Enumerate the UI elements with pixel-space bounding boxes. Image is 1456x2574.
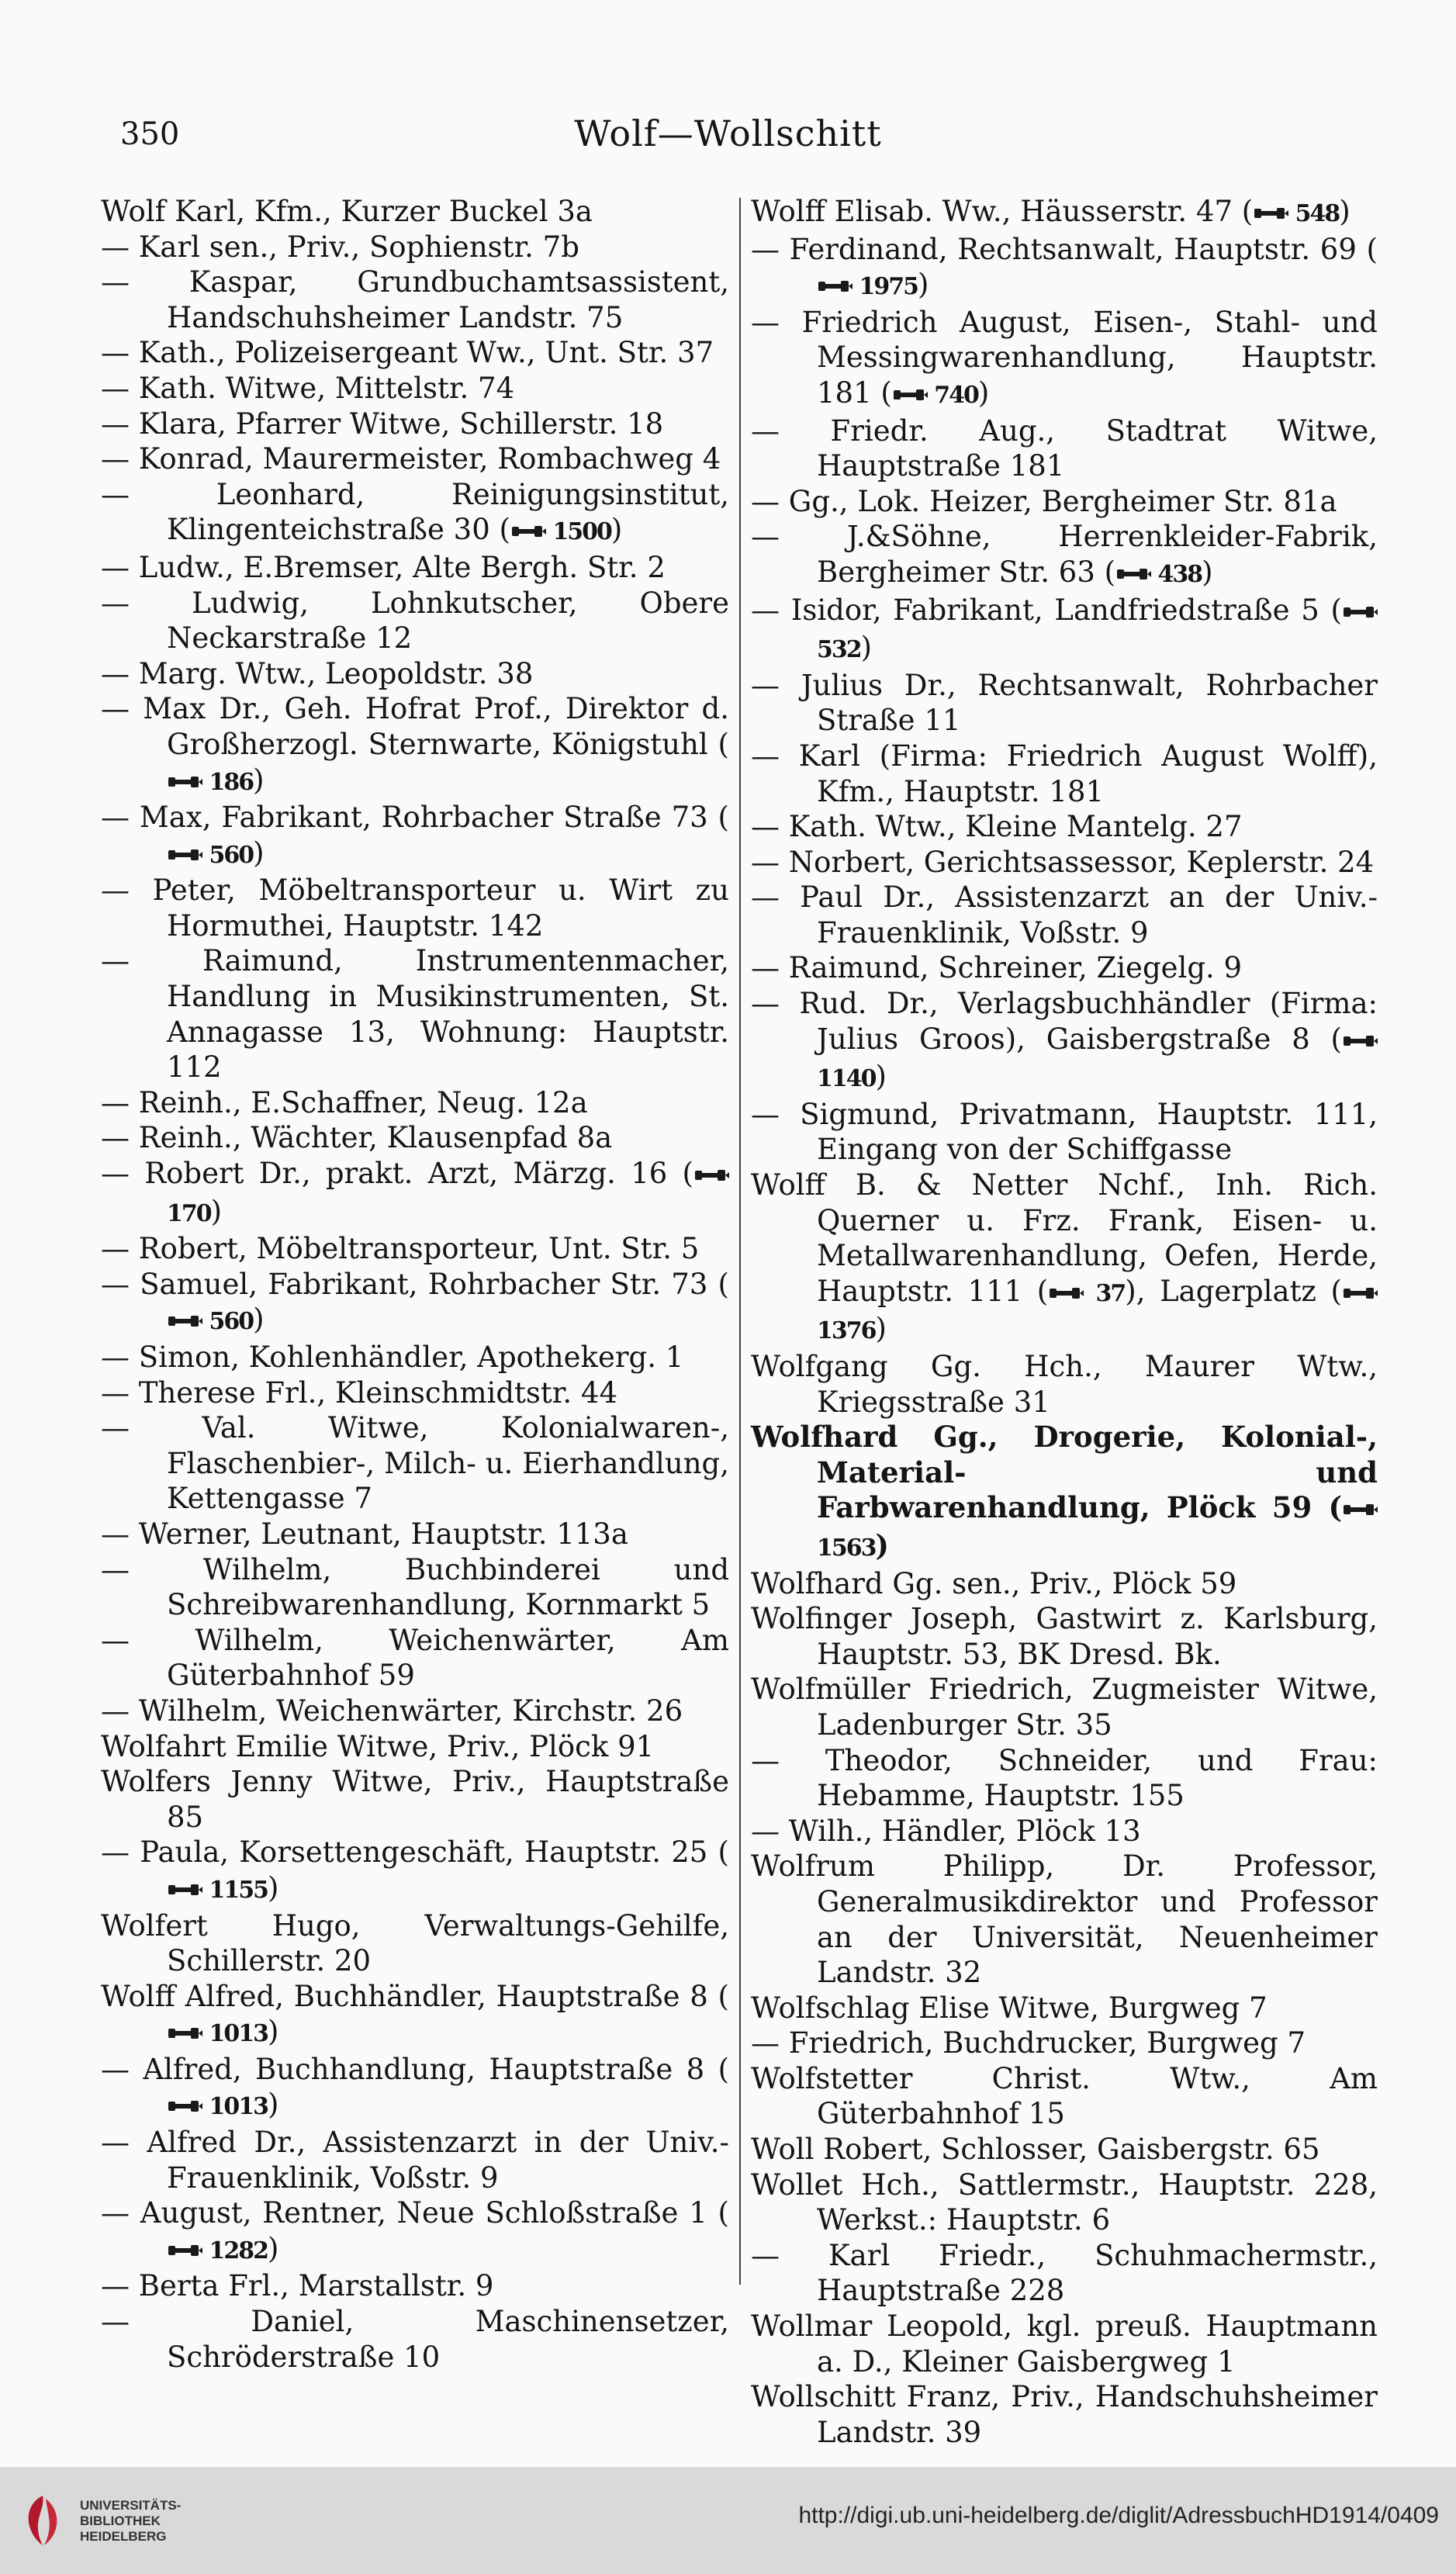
entry-text: — Reinh., Wächter, Klausenpfad 8a (101, 1121, 613, 1155)
entry-text: Wolfahrt Emilie Witwe, Priv., Plöck 91 (101, 1729, 655, 1763)
entry-text: — Gg., Lok. Heizer, Bergheimer Str. 81a (751, 484, 1337, 518)
entry-text: — August, Rentner, Neue Schloßstraße 1 (101, 2196, 707, 2230)
entry-text: Wolfgang Gg. Hch., Maurer Wtw., Kriegsstraße 31 (751, 1350, 1378, 1419)
entry-text: — Isidor, Fabrikant, Landfriedstraße 5 (751, 593, 1319, 627)
phone-number: 1013 (202, 2020, 268, 2048)
entry-text: — Ferdinand, Rechtsanwalt, Hauptstr. 69 (751, 232, 1357, 266)
entry-text: — Sigmund, Privatmann, Hauptstr. 111, Eingang von der Schiffgasse (751, 1097, 1378, 1167)
phone-number: 1500 (545, 518, 611, 546)
directory-entry (751, 668, 1378, 739)
entry-text: Wolfstetter Christ. Wtw., Am Güterbahnhof 15 (751, 2061, 1378, 2131)
phone-number: 170 (167, 1199, 211, 1227)
entry-text: — Wilhelm, Weichenwärter, Am Güterbahnhof 59 (101, 1623, 729, 1693)
directory-entry (751, 739, 1378, 809)
directory-entry: — Alfred, Buchhandlung, Hauptstraße 8 ( 1013) (101, 2052, 730, 2122)
phone-number: 548 (1288, 200, 1340, 227)
directory-entry: — Ferdinand, Rechtsanwalt, Hauptstr. 69 ( 1975) (751, 232, 1378, 302)
phone-number: 1155 (202, 1876, 268, 1904)
entry-text: — Max, Fabrikant, Rohrbacher Straße 73 (101, 801, 708, 835)
entry-text: — Simon, Kohlenhändler, Apothekerg. 1 (101, 1341, 684, 1374)
directory-entry (101, 586, 729, 656)
directory-entry: — Rud. Dr., Verlagsbuchhändler (Firma: Julius Groos), Gaisbergstraße 8 ( 1140) (751, 987, 1378, 1094)
entry-text: Wolf Karl, Kfm., Kurzer Buckel 3a (101, 195, 593, 228)
telephone-icon (1342, 1031, 1378, 1051)
page-title: Wolf—Wollschitt (574, 112, 882, 154)
directory-entry (751, 1566, 1378, 1602)
library-name: UNIVERSITÄTS- BIBLIOTHEK HEIDELBERG (80, 2498, 182, 2544)
entry-text: — Leonhard, Reinigungsinstitut, Klingenteichstraße 30 (101, 477, 729, 547)
entry-text: — Val. Witwe, Kolonialwaren-, Flaschenbier-, Milch- u. Eierhandlung, Kettengasse 7 (101, 1411, 729, 1516)
directory-entry (101, 550, 729, 586)
directory-entry (101, 335, 729, 371)
directory-entry (101, 656, 729, 692)
footer-bar (0, 2467, 1456, 2574)
entry-text: — Friedrich August, Eisen-, Stahl- und Messingwarenhandlung, Hauptstr. 181 (751, 305, 1378, 410)
phone-number: 438 (1151, 560, 1202, 588)
entry-text: — Kaspar, Grundbuchamtsassistent, Handschuhsheimer Landstr. 75 (101, 265, 729, 334)
directory-entry (101, 1375, 729, 1411)
directory-entry (101, 1517, 729, 1552)
directory-entry (751, 413, 1378, 484)
directory-entry (751, 1814, 1378, 1849)
phone-number: 37 (1084, 1279, 1126, 1307)
telephone-icon (1048, 1283, 1084, 1303)
entry-text: — Samuel, Fabrikant, Rohrbacher Str. 73 (101, 1267, 708, 1301)
phone-number: 740 (927, 381, 978, 409)
entry-text: Wollschitt Franz, Priv., Handschuhsheimer Landstr. 39 (751, 2380, 1378, 2449)
entry-text: — Werner, Leutnant, Hauptstr. 113a (101, 1517, 628, 1551)
entry-text: — Karl Friedr., Schuhmachermstr., Hauptstraße 228 (751, 2238, 1378, 2308)
entry-text: — Max Dr., Geh. Hofrat Prof., Direktor d. Großherzogl. Sternwarte, Königstuhl (101, 692, 729, 761)
directory-entry (751, 484, 1378, 520)
entry-text: — Reinh., E.Schaffner, Neug. 12a (101, 1085, 588, 1119)
entry-text: — Wilhelm, Buchbinderei und Schreibwarenhandlung, Kornmarkt 5 (101, 1552, 729, 1622)
directory-entry (101, 1120, 729, 1156)
directory-entry (751, 880, 1378, 950)
telephone-icon (167, 2240, 202, 2261)
directory-entry: — Friedrich August, Eisen-, Stahl- und Messingwarenhandlung, Hauptstr. 181 ( 740) (751, 305, 1378, 410)
directory-entry (751, 1849, 1378, 1990)
directory-entry (751, 1349, 1378, 1420)
entry-text: — Peter, Möbeltransporteur u. Wirt zu Hormuthei, Hauptstr. 142 (101, 874, 729, 943)
directory-entry (751, 1743, 1378, 1814)
entry-text: — Friedrich, Buchdrucker, Burgweg 7 (751, 2026, 1306, 2060)
entry-text: Wolfmüller Friedrich, Zugmeister Witwe, Ladenburger Str. 35 (751, 1673, 1378, 1742)
directory-entry (101, 371, 729, 407)
entry-text: — Ludw., E.Bremser, Alte Bergh. Str. 2 (101, 550, 666, 584)
right-column (751, 194, 1378, 2450)
entry-text: — Therese Frl., Kleinschmidtstr. 44 (101, 1375, 617, 1410)
telephone-icon (1342, 1283, 1378, 1303)
library-logo-icon (19, 2493, 66, 2548)
telephone-icon (167, 2023, 202, 2043)
directory-entry (751, 2167, 1378, 2238)
phone-number: 560 (202, 841, 254, 869)
directory-entry (751, 2309, 1378, 2379)
column-divider (739, 198, 741, 2285)
entry-text: — Wilh., Händler, Plöck 13 (751, 1814, 1141, 1848)
entry-text: Wolff Elisab. Ww., Häusserstr. 47 (751, 195, 1233, 228)
entry-text: Woll Robert, Schlosser, Gaisbergstr. 65 (751, 2133, 1320, 2167)
directory-entry (101, 194, 729, 230)
directory-entry (101, 2268, 729, 2304)
phone-number: 1376 (817, 1317, 876, 1345)
entry-text: — Karl (Firma: Friedrich August Wolff), Kfm., Hauptstr. 181 (751, 739, 1378, 808)
directory-entry (101, 407, 729, 442)
directory-entry: — Samuel, Fabrikant, Rohrbacher Str. 73 ( 560) (101, 1267, 729, 1337)
entry-text: — Alfred, Buchhandlung, Hauptstraße 8 (101, 2052, 705, 2086)
directory-entry: Wolfhard Gg., Drogerie, Kolonial-, Material- und Farbwarenhandlung, Plöck 59 ( 1563) (751, 1420, 1378, 1562)
entry-text: — Kath. Wtw., Kleine Mantelg. 27 (751, 810, 1243, 844)
directory-entry: — Isidor, Fabrikant, Landfriedstraße 5 ( 532) (751, 593, 1378, 668)
entry-text: — Paul Dr., Assistenzarzt an der Univ.-Frauenklinik, Voßstr. 9 (751, 880, 1378, 950)
entry-text: Wolff B. & Netter Nchf., Inh. Rich. Querner u. Frz. Frank, Eisen- u. Metallwarenhandlung, Oefen, Herde, Hauptstr. 111 (751, 1168, 1378, 1308)
directory-entry (751, 950, 1378, 986)
phone-number: 560 (202, 1308, 254, 1336)
entry-text: Wollet Hch., Sattlermstr., Hauptstr. 228, Werkst.: Hauptstr. 6 (751, 2167, 1378, 2237)
directory-entry (101, 943, 729, 1085)
telephone-icon (167, 2096, 202, 2116)
directory-entry (101, 2304, 729, 2375)
directory-entry: — Max, Fabrikant, Rohrbacher Straße 73 ( 560) (101, 801, 729, 870)
telephone-icon (1253, 203, 1288, 223)
directory-entry (751, 845, 1378, 880)
phone-number: 1013 (202, 2093, 268, 2121)
directory-entry: Wolff Elisab. Ww., Häusserstr. 47 ( 548) (751, 195, 1351, 228)
directory-entry (751, 2026, 1378, 2061)
entry-text: — Raimund, Schreiner, Ziegelg. 9 (751, 951, 1243, 985)
telephone-icon (693, 1165, 729, 1185)
telephone-icon (892, 385, 928, 405)
directory-entry (101, 873, 729, 943)
telephone-icon (1342, 602, 1378, 622)
entry-text: Wollmar Leopold, kgl. preuß. Hauptmann a. D., Kleiner Gaisbergweg 1 (751, 2309, 1378, 2379)
entry-text: — Rud. Dr., Verlagsbuchhändler (Firma: Julius Groos), Gaisbergstraße 8 (751, 987, 1378, 1056)
directory-entry (751, 2132, 1378, 2167)
left-column (101, 194, 729, 2375)
entry-text: — Konrad, Maurermeister, Rombachweg 4 (101, 442, 721, 476)
directory-entry (101, 1729, 729, 1765)
directory-entry (101, 1552, 729, 1623)
directory-entry: — August, Rentner, Neue Schloßstraße 1 ( 1282) (101, 2196, 729, 2265)
entry-text: — Berta Frl., Marstallstr. 9 (101, 2269, 494, 2303)
entry-text: — Robert Dr., prakt. Arzt, Märzg. 16 (101, 1157, 668, 1191)
entry-text: — Friedr. Aug., Stadtrat Witwe, Hauptstraße 181 (751, 413, 1378, 483)
directory-entry (751, 1991, 1378, 2026)
directory-entry (751, 1672, 1378, 1742)
directory-entry (751, 1097, 1378, 1168)
entry-text: Wolfinger Joseph, Gastwirt z. Karlsburg, Hauptstr. 53, BK Dresd. Bk. (751, 1602, 1378, 1671)
directory-entry (101, 1623, 729, 1694)
directory-entry (751, 2061, 1378, 2132)
telephone-icon (167, 1311, 202, 1331)
directory-entry: Wolff B. & Netter Nchf., Inh. Rich. Querner u. Frz. Frank, Eisen- u. Metallwarenhandlung, Oefen, Herde, Hauptstr. 111 ( 37), Lagerplatz ( 1376) (751, 1168, 1378, 1346)
directory-entry (101, 1231, 729, 1267)
entry-text: — Theodor, Schneider, und Frau: Hebamme, Hauptstr. 155 (751, 1743, 1378, 1813)
directory-entry (751, 809, 1378, 845)
source-url[interactable]: http://digi.ub.uni-heidelberg.de/diglit/AdressbuchHD1914/0409 (798, 2503, 1439, 2528)
directory-entry (101, 1764, 729, 1835)
entry-text: — Julius Dr., Rechtsanwalt, Rohrbacher Straße 11 (751, 668, 1378, 738)
entry-text: Wolfert Hugo, Verwaltungs-Gehilfe, Schillerstr. 20 (101, 1908, 729, 1978)
entry-text: — Robert, Möbeltransporteur, Unt. Str. 5 (101, 1232, 700, 1266)
directory-entry: — Leonhard, Reinigungsinstitut, Klingenteichstraße 30 ( 1500) (101, 477, 729, 547)
telephone-icon (1342, 1500, 1378, 1520)
directory-entry (101, 265, 729, 335)
entry-text: — Karl sen., Priv., Sophienstr. 7b (101, 230, 579, 264)
entry-text: — Wilhelm, Weichenwärter, Kirchstr. 26 (101, 1694, 683, 1728)
entry-text: Wolfhard Gg. sen., Priv., Plöck 59 (751, 1566, 1237, 1600)
directory-entry (101, 1410, 729, 1517)
entry-text: Wolfschlag Elise Witwe, Burgweg 7 (751, 1991, 1268, 2025)
entry-text: — Alfred Dr., Assistenzarzt in der Univ.-Frauenklinik, Voßstr. 9 (101, 2126, 729, 2195)
telephone-icon (1115, 564, 1151, 584)
entry-text: Wolfers Jenny Witwe, Priv., Hauptstraße 85 (101, 1765, 729, 1834)
entry-text: — Marg. Wtw., Leopoldstr. 38 (101, 656, 534, 690)
entry-text: — Klara, Pfarrer Witwe, Schillerstr. 18 (101, 407, 664, 441)
directory-entry (751, 1601, 1378, 1672)
telephone-icon (167, 845, 202, 865)
directory-entry (101, 1085, 729, 1121)
phone-number: 532 (817, 636, 861, 664)
telephone-icon (510, 521, 546, 541)
directory-entry: — Max Dr., Geh. Hofrat Prof., Direktor d. Großherzogl. Sternwarte, Königstuhl ( 186) (101, 692, 729, 797)
telephone-icon (167, 772, 202, 792)
entry-text: — Ludwig, Lohnkutscher, Obere Neckarstraße 12 (101, 586, 729, 656)
entry-text: — Kath. Witwe, Mittelstr. 74 (101, 371, 515, 405)
directory-entry: — Paula, Korsettengeschäft, Hauptstr. 25 ( 1155) (101, 1835, 729, 1905)
phone-number: 1975 (853, 273, 918, 301)
entry-text: Wolfhard Gg., Drogerie, Kolonial-, Material- und Farbwarenhandlung, Plöck 59 (751, 1420, 1378, 1525)
directory-entry (101, 230, 729, 265)
entry-text: — Kath., Polizeisergeant Ww., Unt. Str. 37 (101, 336, 714, 370)
directory-entry (751, 2379, 1378, 2450)
phone-number: 1282 (202, 2237, 268, 2264)
directory-entry: — Robert Dr., prakt. Arzt, Märzg. 16 ( 170) (101, 1156, 729, 1231)
entry-text: — Paula, Korsettengeschäft, Hauptstr. 25 (101, 1835, 708, 1870)
telephone-icon (167, 1880, 202, 1900)
entry-text: — Daniel, Maschinensetzer, Schröderstraße 10 (101, 2305, 729, 2374)
directory-entry (101, 1908, 729, 1979)
directory-entry (101, 2125, 729, 2195)
directory-entry: — J.&Söhne, Herrenkleider-Fabrik, Bergheimer Str. 63 ( 438) (751, 520, 1378, 589)
entry-text: Wolff Alfred, Buchhändler, Hauptstraße 8 (101, 1979, 708, 2013)
directory-entry (101, 441, 729, 477)
directory-entry (751, 2238, 1378, 2309)
entry-text-continued: , Lagerplatz (1136, 1274, 1316, 1308)
phone-number: 1140 (817, 1065, 876, 1093)
directory-entry (101, 1694, 729, 1729)
phone-number: 186 (202, 768, 254, 796)
entry-text: Wolfrum Philipp, Dr. Professor, Generalmusikdirektor und Professor an der Universität, Neuenheimer Landstr. 32 (751, 1849, 1378, 1990)
entry-text: — Raimund, Instrumentenmacher, Handlung in Musikinstrumenten, St. Annagasse 13, Wohnung: Hauptstr. 112 (101, 944, 729, 1085)
page-number: 350 (120, 116, 180, 152)
directory-entry: Wolff Alfred, Buchhändler, Hauptstraße 8 ( 1013) (101, 1979, 729, 2049)
entry-text: — J.&Söhne, Herrenkleider-Fabrik, Bergheimer Str. 63 (751, 520, 1378, 589)
phone-number: 1563 (817, 1534, 876, 1562)
directory-entry (101, 1340, 729, 1375)
entry-text: — Norbert, Gerichtsassessor, Keplerstr. 24 (751, 845, 1375, 879)
telephone-icon (817, 276, 853, 296)
